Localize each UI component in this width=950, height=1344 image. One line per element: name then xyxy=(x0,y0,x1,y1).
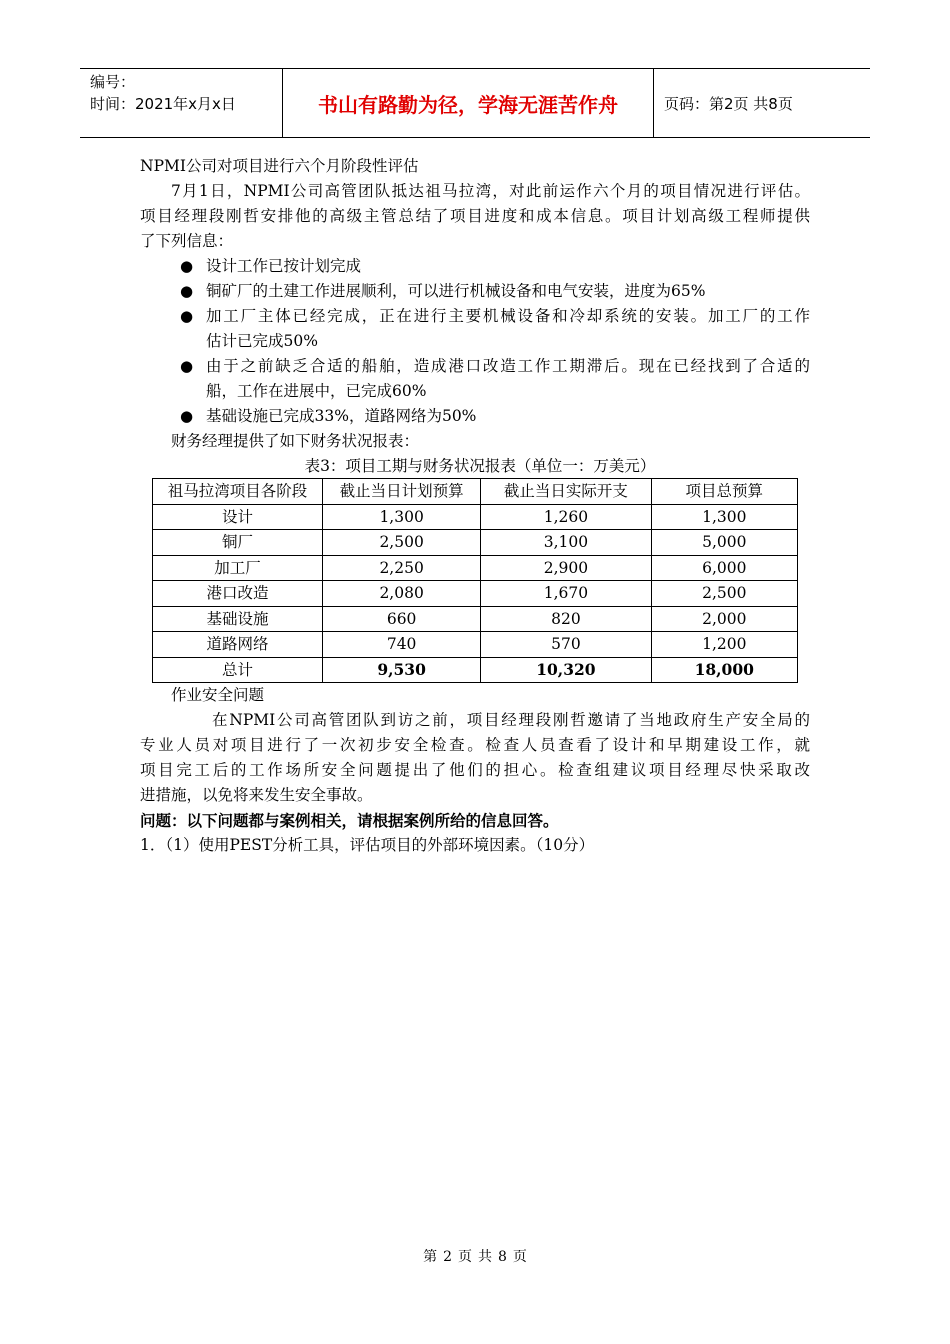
bullet-dot-icon: ● xyxy=(180,307,194,325)
footer-text: 页 xyxy=(458,1249,472,1265)
table-cell: 港口改造 xyxy=(153,581,323,607)
section-heading: NPMI公司对项目进行六个月阶段性评估 xyxy=(140,157,419,175)
footer-text: 共 xyxy=(478,1249,492,1265)
table-row xyxy=(153,504,798,530)
table-cell: 2,250 xyxy=(322,555,480,581)
table-cell: 加工厂 xyxy=(153,555,323,581)
footer-text: 第 xyxy=(423,1249,438,1265)
table-cell: 5,000 xyxy=(651,530,797,556)
table-row xyxy=(153,530,798,556)
finance-intro: 财务经理提供了如下财务状况报表： xyxy=(171,432,420,450)
table-cell: 道路网络 xyxy=(153,632,323,658)
finance-table xyxy=(152,478,798,683)
bullet-text: 由于之前缺乏合适的船舶，造成港口改造工作工期滞后。现在已经找到了合适的 xyxy=(206,357,810,375)
page-header xyxy=(80,68,870,138)
table-cell: 660 xyxy=(322,606,480,632)
table-cell: 1,200 xyxy=(651,632,797,658)
paragraph-line: 项目完工后的工作场所安全问题提出了他们的担心。检查组建议项目经理尽快采取改 xyxy=(140,761,810,779)
bullet-dot-icon: ● xyxy=(180,257,194,275)
section-heading: 作业安全问题 xyxy=(171,686,265,704)
paragraph-line: 7月1日，NPMI公司高管团队抵达祖马拉湾，对此前运作六个月的项目情况进行评估。 xyxy=(171,182,810,200)
table-row xyxy=(153,555,798,581)
table-cell: 10,320 xyxy=(481,657,651,683)
time-label: 时间：2021年x月x日 xyxy=(90,95,236,113)
footer-text: 页 xyxy=(512,1249,527,1265)
table-cell: 基础设施 xyxy=(153,606,323,632)
table-cell: 1,300 xyxy=(322,504,480,530)
table-cell: 570 xyxy=(481,632,651,658)
bullet-text: 基础设施已完成33%，道路网络为50% xyxy=(206,407,477,425)
header-page-info: 页码：第2页 共8页 xyxy=(664,94,793,113)
table-cell: 2,000 xyxy=(651,606,797,632)
table-cell: 9,530 xyxy=(322,657,480,683)
table-header-row xyxy=(153,479,798,505)
table-cell: 3,100 xyxy=(481,530,651,556)
page-footer xyxy=(0,1246,950,1266)
table-cell: 740 xyxy=(322,632,480,658)
bullet-item xyxy=(140,354,810,404)
bullet-item xyxy=(140,404,810,429)
paragraph-line: 专业人员对项目进行了一次初步安全检查。检查人员查看了设计和早期建设工作，就 xyxy=(140,736,810,754)
paragraph-line: 在NPMI公司高管团队到访之前，项目经理段刚哲邀请了当地政府生产安全局的 xyxy=(212,711,810,729)
table-cell: 总计 xyxy=(153,657,323,683)
table-cell: 设计 xyxy=(153,504,323,530)
question-intro: 问题：以下问题都与案例相关，请根据案例所给的信息回答。 xyxy=(140,811,559,830)
bullet-text: 船，工作在进展中，已完成60% xyxy=(206,382,427,400)
table-row xyxy=(153,632,798,658)
bullet-item xyxy=(140,254,810,279)
table-header-cell: 祖马拉湾项目各阶段 xyxy=(153,479,323,505)
header-meta xyxy=(80,69,282,137)
paragraph-line: 项目经理段刚哲安排他的高级主管总结了项目进度和成本信息。项目计划高级工程师提供 xyxy=(140,207,810,225)
number-label: 编号： xyxy=(90,73,136,91)
table-cell: 6,000 xyxy=(651,555,797,581)
table-cell: 1,670 xyxy=(481,581,651,607)
table-cell: 1,300 xyxy=(651,504,797,530)
paragraph-line: 了下列信息： xyxy=(140,232,234,250)
table-cell: 2,500 xyxy=(322,530,480,556)
table-cell: 2,900 xyxy=(481,555,651,581)
paragraph-line: 进措施，以免将来发生安全事故。 xyxy=(140,786,373,804)
table-cell: 18,000 xyxy=(651,657,797,683)
bullet-text: 估计已完成50% xyxy=(206,332,318,350)
footer-page-total: 8 xyxy=(498,1249,507,1265)
document-body xyxy=(140,154,810,858)
bullet-dot-icon: ● xyxy=(180,282,194,300)
bullet-item xyxy=(140,304,810,354)
footer-page-number: 2 xyxy=(443,1249,452,1265)
table-row xyxy=(153,606,798,632)
table-cell: 铜厂 xyxy=(153,530,323,556)
bullet-item xyxy=(140,279,810,304)
table-header-cell: 截止当日计划预算 xyxy=(322,479,480,505)
header-motto: 书山有路勤为径，学海无涯苦作舟 xyxy=(282,69,654,137)
bullet-text: 铜矿厂的土建工作进展顺利，可以进行机械设备和电气安装，进度为65% xyxy=(206,282,706,300)
question-item: 1．（1）使用PEST分析工具，评估项目的外部环境因素。（10分） xyxy=(140,836,595,854)
table-caption: 表3：项目工期与财务状况报表（单位一：万美元） xyxy=(304,457,656,475)
table-cell: 820 xyxy=(481,606,651,632)
table-row xyxy=(153,581,798,607)
table-cell: 1,260 xyxy=(481,504,651,530)
table-cell: 2,500 xyxy=(651,581,797,607)
bullet-text: 加工厂主体已经完成，正在进行主要机械设备和冷却系统的安装。加工厂的工作 xyxy=(206,307,810,325)
table-cell: 2,080 xyxy=(322,581,480,607)
table-total-row xyxy=(153,657,798,683)
table-header-cell: 截止当日实际开支 xyxy=(481,479,651,505)
bullet-dot-icon: ● xyxy=(180,357,194,375)
table-header-cell: 项目总预算 xyxy=(651,479,797,505)
bullet-text: 设计工作已按计划完成 xyxy=(206,257,362,275)
bullet-dot-icon: ● xyxy=(180,407,194,425)
